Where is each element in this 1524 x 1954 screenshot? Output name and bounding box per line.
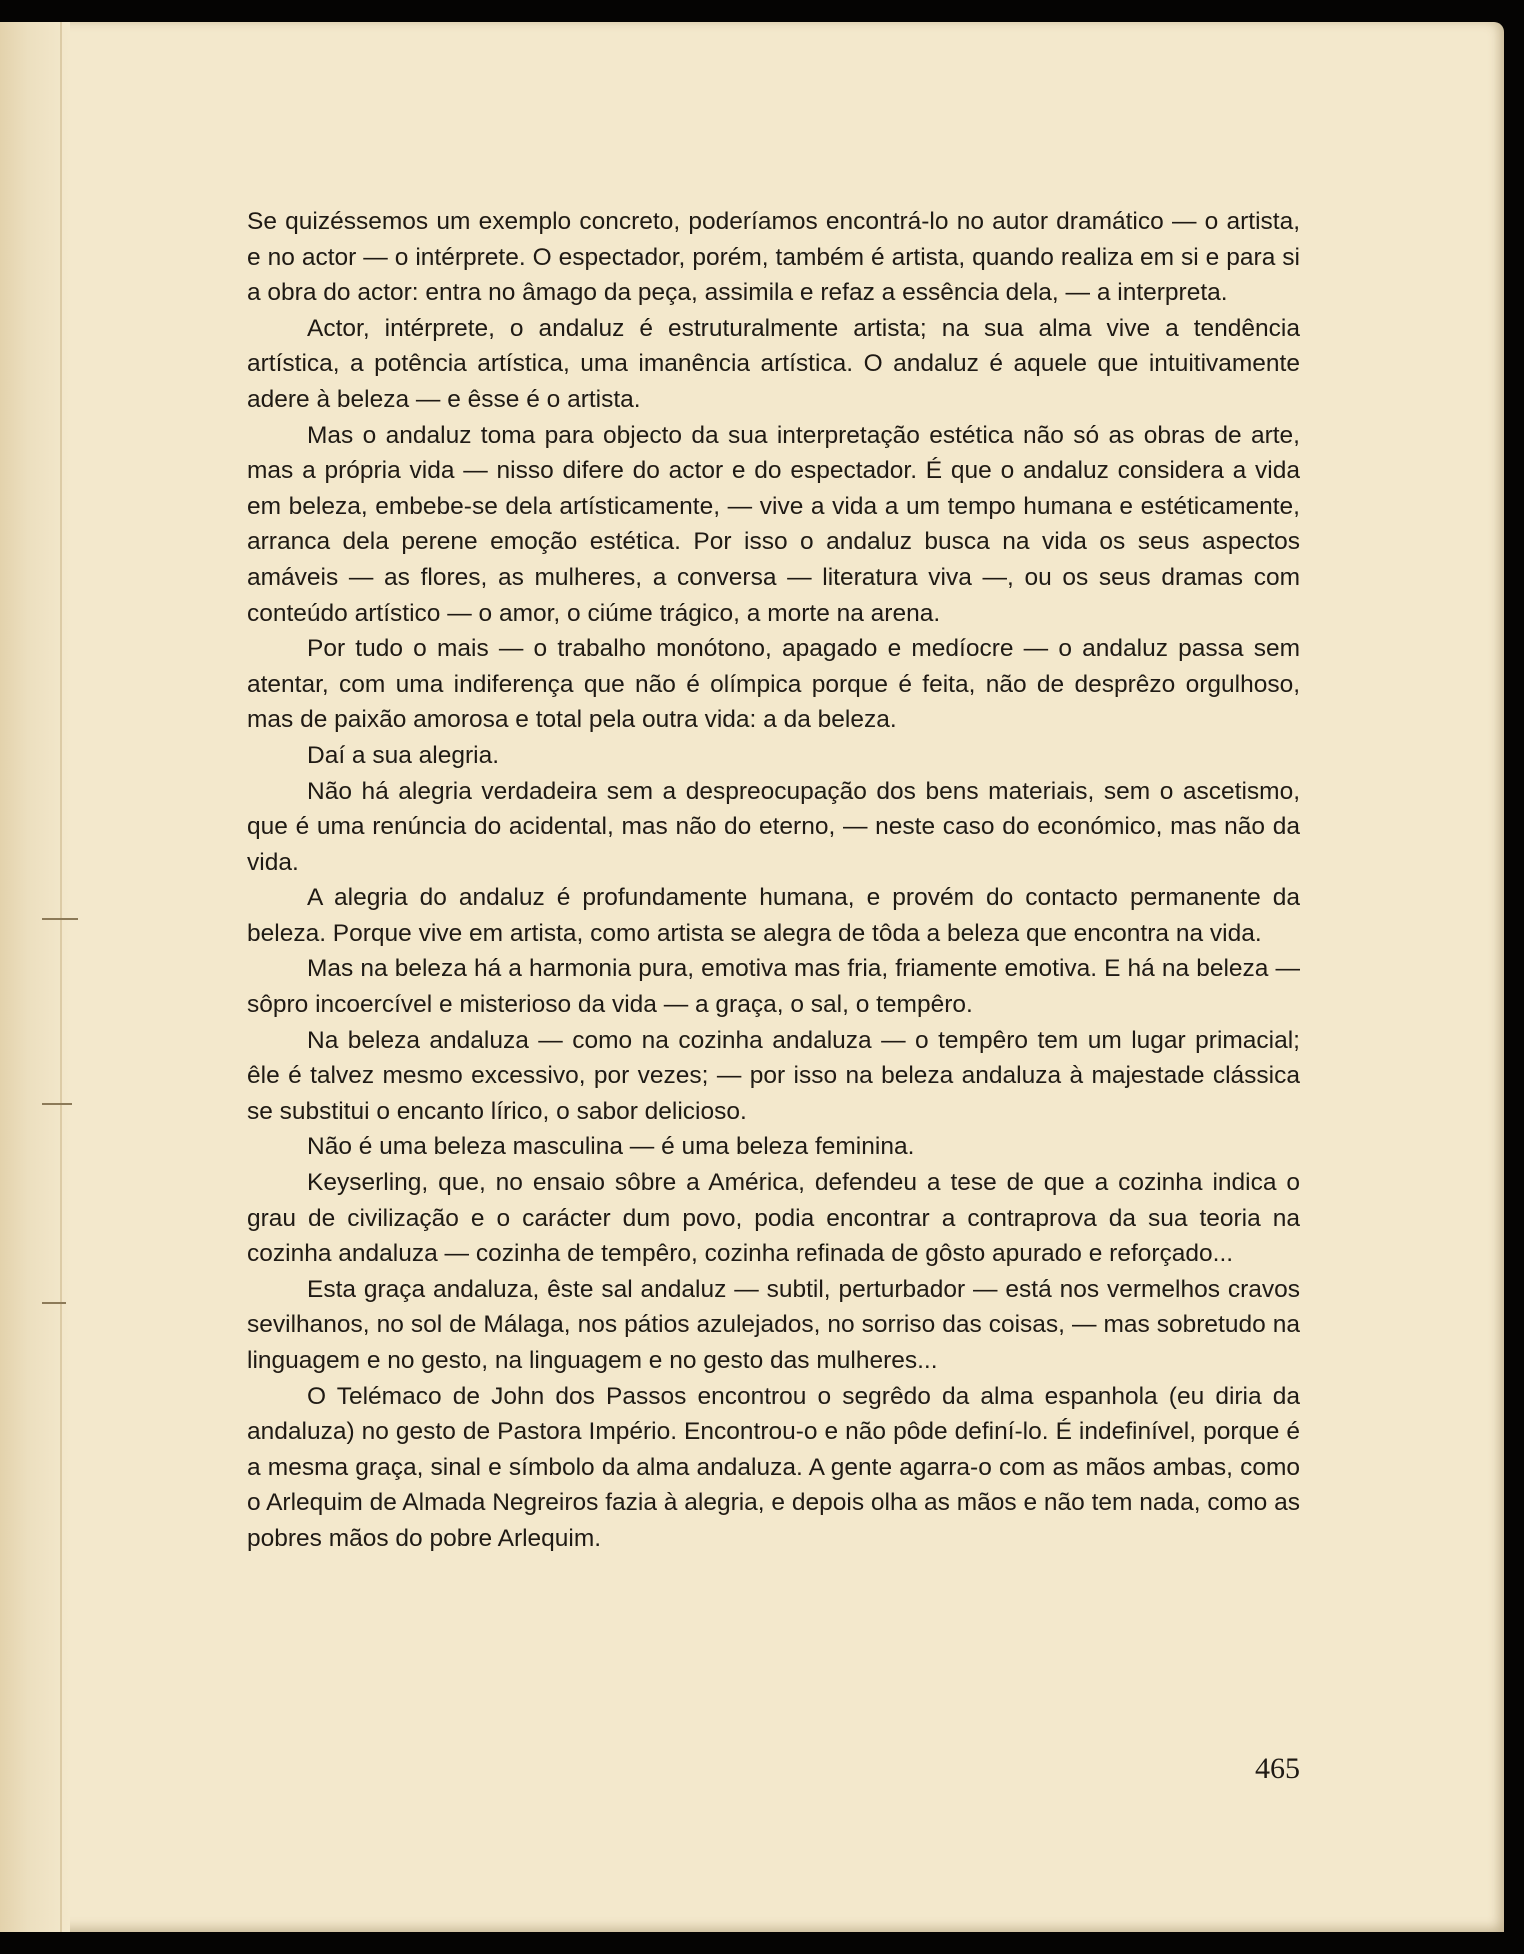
- margin-mark: [42, 918, 78, 920]
- paragraph: Não há alegria verdadeira sem a despreocupação dos bens materiais, sem o ascetismo, que é uma renúncia do acidental, mas não do eterno, — neste caso do económico, mas não da vida.: [247, 777, 1300, 876]
- paragraph: O Telémaco de John dos Passos encontrou o segrêdo da alma espanhola (eu diria da andaluza) no gesto de Pastora Império. Encontrou-o e não pôde definí-lo. É indefinível, porque é a mesma graça, sinal e símbolo da alma andaluza. A gente agarra-o com as mãos ambas, como o Arlequim de Almada Negreiros fazia à alegria, e depois olha as mãos e não tem nada, como as pobres mãos do pobre Arlequim.: [247, 1382, 1300, 1552]
- margin-mark: [42, 1103, 72, 1105]
- paragraph: Mas o andaluz toma para objecto da sua interpretação estética não só as obras de arte, mas a própria vida — nisso difere do actor e do espectador. É que o andaluz considera a vida em beleza, embebe-se dela artísticamente, — vive a vida a um tempo humana e estéticamente, arranca dela perene emoção estética. Por isso o andaluz busca na vida os seus aspectos amáveis — as flores, as mulheres, a conversa — literatura viva —, ou os seus dramas com conteúdo artístico — o amor, o ciúme trágico, a morte na arena.: [247, 421, 1300, 627]
- paragraph: Daí a sua alegria.: [307, 741, 500, 769]
- gutter-fold-line: [60, 22, 62, 1932]
- page-number: 465: [1255, 1752, 1300, 1785]
- paragraph: Na beleza andaluza — como na cozinha andaluza — o tempêro tem um lugar primacial; êle é talvez mesmo excessivo, por vezes; — por isso na beleza andaluza à majestade clássica se substitui o encanto lírico, o sabor delicioso.: [247, 1026, 1300, 1125]
- paragraph: Não é uma beleza masculina — é uma beleza feminina.: [307, 1133, 915, 1161]
- paragraph: A alegria do andaluz é profundamente humana, e provém do contacto permanente da beleza. Porque vive em artista, como artista se alegra de tôda a beleza que encontra na vida.: [247, 884, 1300, 947]
- margin-mark: [42, 1302, 66, 1304]
- paragraph: Actor, intérprete, o andaluz é estruturalmente artista; na sua alma vive a tendência artística, a potência artística, uma imanência artística. O andaluz é aquele que intuitivamente adere à beleza — e êsse é o artista.: [247, 314, 1300, 413]
- paragraph: Keyserling, que, no ensaio sôbre a América, defendeu a tese de que a cozinha indica o grau de civilização e o carácter dum povo, podia encontrar a contraprova da sua teoria na cozinha andaluza — cozinha de tempêro, cozinha refinada de gôsto apurado e reforçado...: [247, 1169, 1300, 1268]
- paragraph: Esta graça andaluza, êste sal andaluz — subtil, perturbador — está nos vermelhos cravos sevilhanos, no sol de Málaga, nos pátios azulejados, no sorriso das coisas, — mas sobretudo na linguagem e no gesto, na linguagem e no gesto das mulheres...: [247, 1275, 1300, 1374]
- paragraph: Por tudo o mais — o trabalho monótono, apagado e medíocre — o andaluz passa sem atentar, com uma indiferença que não é olímpica porque é feita, não de desprêzo orgulhoso, mas de paixão amorosa e total pela outra vida: a da beleza.: [247, 635, 1300, 734]
- paragraph: Mas na beleza há a harmonia pura, emotiva mas fria, friamente emotiva. E há na beleza — sôpro incoercível e misterioso da vida — a graça, o sal, o tempêro.: [247, 955, 1300, 1019]
- paragraph: Se quizéssemos um exemplo concreto, poderíamos encontrá-lo no autor dramático — o artista, e no actor — o intérprete. O espectador, porém, também é artista, quando realiza em si e para si a obra do actor: entra no âmago da peça, assimila e refaz a essência dela, — a interpreta.: [247, 208, 1300, 307]
- body-text: [247, 204, 1300, 1557]
